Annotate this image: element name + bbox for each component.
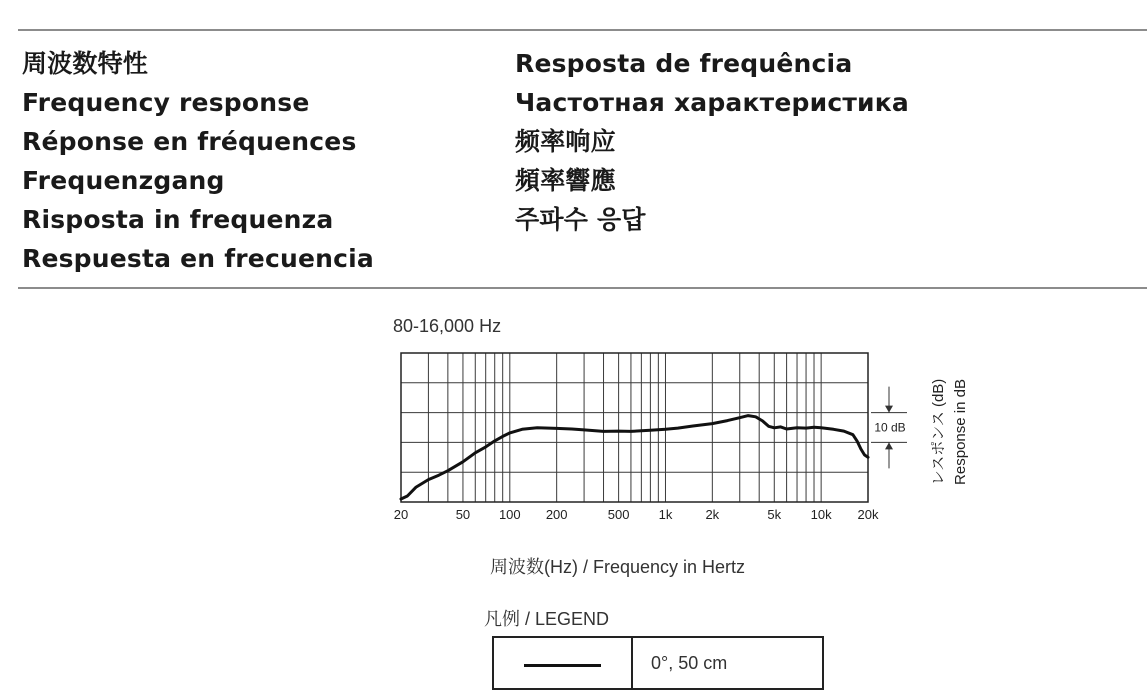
heading-fr: Réponse en fréquences	[22, 127, 357, 156]
heading-ko: 주파수 응답	[515, 205, 646, 234]
x-tick-label: 5k	[767, 507, 782, 522]
x-tick-label: 10k	[810, 507, 832, 522]
x-tick-label: 100	[498, 507, 521, 522]
x-tick-label: 500	[607, 507, 630, 522]
legend-title: 凡例 / LEGEND	[484, 609, 610, 629]
legend-label: 0°, 50 cm	[651, 653, 728, 673]
x-tick-label: 20	[393, 507, 409, 522]
response-curve	[401, 416, 868, 499]
x-tick-label: 2k	[705, 507, 720, 522]
scale-top-arrow-icon	[885, 406, 893, 413]
heading-es: Respuesta en frecuencia	[22, 244, 374, 273]
x-tick-label: 50	[455, 507, 471, 522]
heading-it: Risposta in frequenza	[22, 205, 334, 234]
x-tick-label: 1k	[658, 507, 673, 522]
heading-de: Frequenzgang	[22, 166, 225, 195]
x-tick-label: 200	[545, 507, 568, 522]
heading-ru: Частотная характеристика	[515, 88, 909, 117]
x-axis-title: 周波数(Hz) / Frequency in Hertz	[490, 557, 746, 577]
heading-zh-hans: 频率响应	[515, 127, 616, 156]
legend-box	[492, 636, 824, 690]
legend-swatch-cell	[494, 638, 633, 688]
x-tick-label: 20k	[857, 507, 879, 522]
heading-en: Frequency response	[22, 88, 310, 117]
heading-pt: Resposta de frequência	[515, 49, 853, 78]
scale-bottom-arrow-icon	[885, 442, 893, 449]
heading-ja: 周波数特性	[22, 49, 149, 78]
legend-line-sample	[524, 664, 601, 667]
heading-zh-hant: 頻率響應	[515, 166, 616, 195]
y-axis-title-ja: レスポンス (dB)	[930, 378, 947, 486]
scale-label: 10 dB	[874, 420, 906, 435]
y-axis-title-en: Response in dB	[952, 379, 969, 485]
frequency-range-label: 80-16,000 Hz	[393, 316, 502, 336]
